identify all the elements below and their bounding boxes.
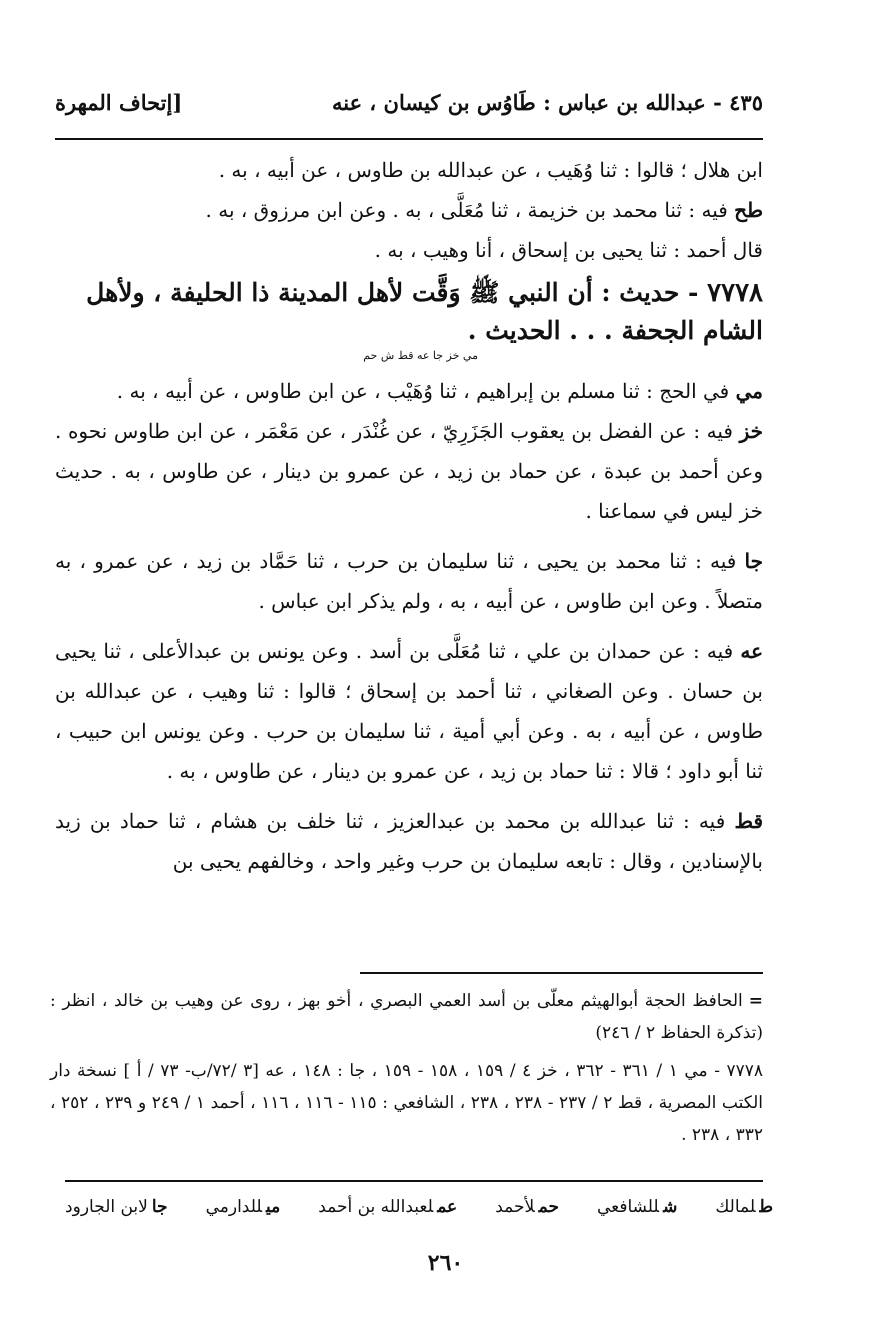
abbreviation-label: للشافعي [596,1197,660,1217]
footnote-divider [360,972,763,974]
abbreviation-item [715,1192,773,1222]
abbreviation-item [65,1192,168,1222]
source-code-ja: جا [744,549,763,573]
footnote-text: الحافظ الحجة أبوالهيثم معلّى بن أسد العمي البصري ، أخو بهز ، روى عن وهيب بن خالد ، انظر : (تذكرة الحفاظ ٢ / ٢٤٦) [50,991,763,1043]
source-code-khz: خز [739,419,763,443]
source-code-qt: قط [734,809,763,833]
paragraph-text: في الحج : ثنا مسلم بن إبراهيم ، ثنا وُهَيْب ، عن ابن طاوس ، عن أبيه ، به . [116,379,736,403]
abbreviations-key [65,1192,773,1222]
chapter-heading: ٤٣٥ - عبدالله بن عباس : طَاوُس بن كيسان ، عنه [332,89,763,115]
hadith-heading [55,274,763,350]
paragraph-text: فيه : عن حمدان بن علي ، ثنا مُعَلَّى بن أسد . وعن يونس بن عبدالأعلى ، ثنا يحيى بن حسان . وعن الصغاني ، ثنا أحمد بن إسحاق ؛ قالوا : ثنا وهيب ، عن عبدالله بن طاوس ، عن أبيه ، به . وعن أبي أمية ، ثنا سليمان بن حرب . وعن يونس ابن حبيب ، ثنا أبو داود ؛ قالا : ثنا حماد بن زيد ، عن عمرو بن دينار ، عن طاوس ، به . [55,639,763,783]
abbreviation-code: مي [265,1197,281,1217]
paragraph-tah [55,190,763,230]
header-divider [55,138,763,140]
footnotes [50,985,763,1157]
abbreviation-label: لعبدالله بن أحمد [318,1197,434,1217]
paragraph-text: فيه : عن الفضل بن يعقوب الجَزَرِيّ ، عن غُنْدَر ، عن مَعْمَر ، عن ابن طاوس نحوه . وعن أحمد بن عبدة ، عن حماد بن زيد ، عن عمرو بن دينار ، عن طاوس ، به . حديث خز ليس في سماعنا . [55,419,764,523]
spacer [55,791,763,801]
abbreviation-code: جا [151,1197,168,1217]
continuation-mark: = [748,991,763,1011]
paragraph-text: فيه : ثنا عبدالله بن محمد بن عبدالعزيز ، ثنا خلف بن هشام ، ثنا حماد بن زيد بالإسنادين ، وقال : تابعه سليمان بن حرب وغير واحد ، وخالفهم يحيى بن [55,809,763,873]
paragraph-qt [55,801,763,881]
paragraph-ja [55,541,763,621]
abbreviation-code: حم [538,1197,559,1217]
abbreviation-item [495,1192,559,1222]
running-header [55,82,763,122]
footnote-references: ٧٧٧٨ - مي ١ / ٣٦١ - ٣٦٢ ، خز ٤ / ١٥٩ ، ١٥٨ - ١٥٩ ، جا : ١٤٨ ، عه [٣ /٧٢/ب- ٧٣ / أ ] نسخة دار الكتب المصرية ، قط ٢ / ٢٣٧ - ٢٣٨ ، ٢٣٨ ، الشافعي : ١١٥ - ١١٦ ، ١١٦ ، أحمد ١ / ٢٤٩ و ٢٣٩ ، ٢٥٢ ، ٣٣٢ ، ٢٣٨ . [50,1061,764,1145]
paragraph-text: فيه : ثنا محمد بن يحيى ، ثنا سليمان بن حرب ، ثنا حَمَّاد بن زيد ، عن عمرو ، به متصلاً . وعن ابن طاوس ، عن أبيه ، به ، ولم يذكر ابن عباس . [55,549,763,613]
abbreviation-code: ش [663,1197,678,1217]
abbreviation-label: لابن الجارود [65,1197,148,1217]
paragraph-ahmad: قال أحمد : ثنا يحيى بن إسحاق ، أنا وهيب ، به . [374,238,763,262]
source-code-tah: طح [734,198,763,222]
paragraph-text: فيه : ثنا محمد بن خزيمة ، ثنا مُعَلَّى ، به . وعن ابن مرزوق ، به . [205,198,735,222]
abbreviation-item [318,1192,457,1222]
source-code-mi: مي [735,379,763,403]
footnote-continuation [50,985,763,1049]
abbreviation-label: للدارمي [205,1197,262,1217]
main-text [55,150,763,881]
source-code-ah: عه [740,639,763,663]
abbreviation-label: لأحمد [495,1197,535,1217]
abbreviation-item [206,1192,281,1222]
spacer [55,621,763,631]
abbreviation-code: ط [759,1197,773,1217]
abbreviation-item [597,1192,677,1222]
paragraph-ah [55,631,763,791]
paragraph-mi [55,371,763,411]
hadith-number: ٧٧٧٨ [707,278,763,308]
book-title: [إتحاف المهرة [55,89,183,115]
abbreviation-code: عم [437,1197,458,1217]
spacer [55,531,763,541]
hadith-title-text: - حديث : أن النبي ﷺ وَقَّت لأهل المدينة ذا الحليفة ، ولأهل الشام الجحفة . . . الحديث . [86,278,763,345]
hadith-source-sigla: مي خز جا عه قط ش حم [363,349,478,362]
spacer [55,361,763,371]
page-number: ٢٦٠ [427,1250,464,1276]
abbreviation-label: لمالك [715,1197,756,1217]
paragraph-khz [55,411,763,531]
abbreviations-divider [65,1180,763,1182]
paragraph-ibn-hilal: ابن هلال ؛ قالوا : ثنا وُهَيب ، عن عبدالله بن طاوس ، عن أبيه ، به . [218,158,763,182]
